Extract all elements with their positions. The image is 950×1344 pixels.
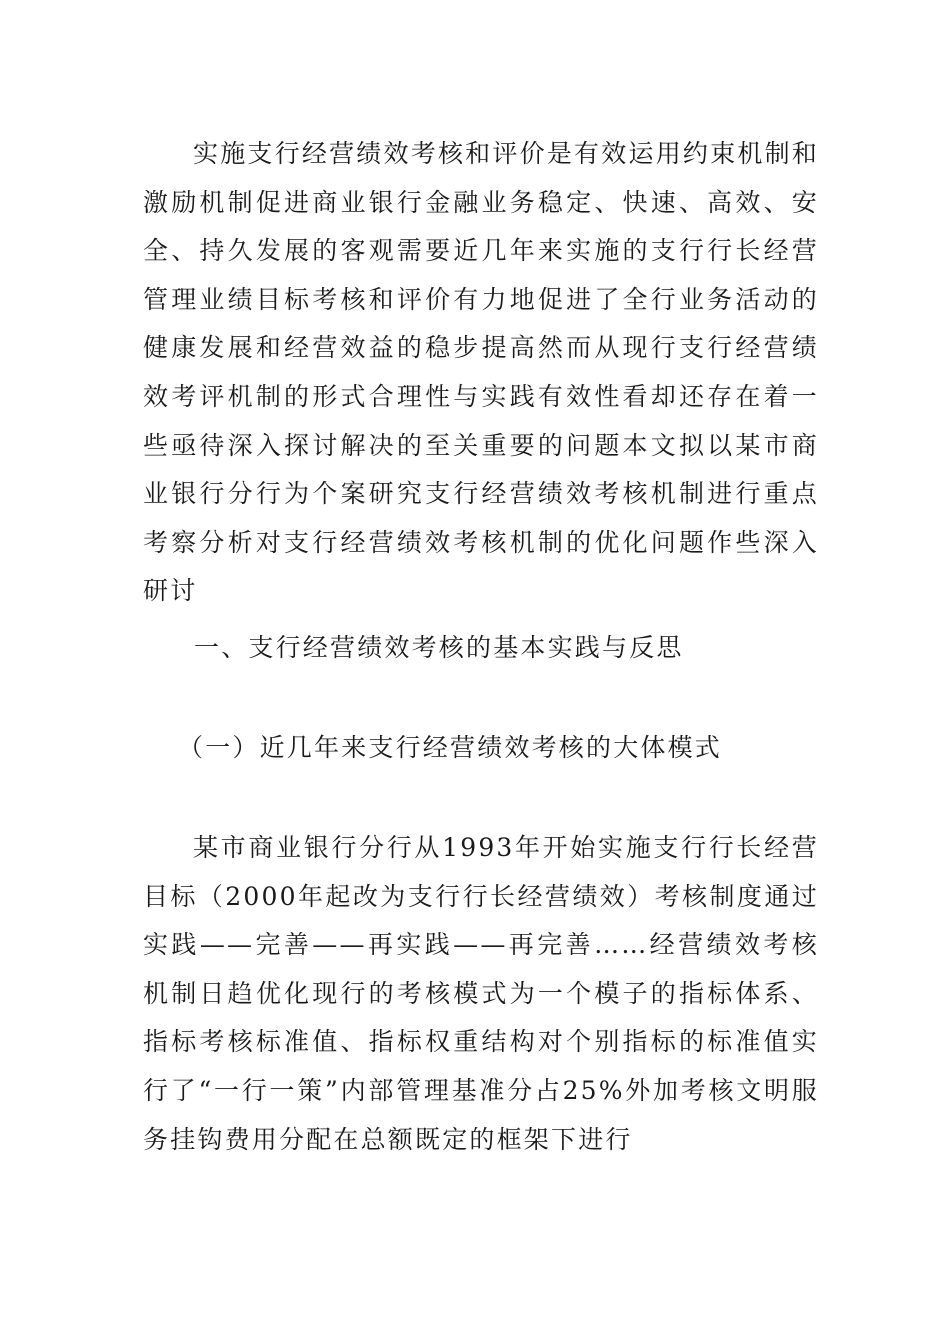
intro-paragraph: 实施支行经营绩效考核和评价是有效运用约束机制和激励机制促进商业银行金融业务稳定、快速、高效、安全、持久发展的客观需要近几年来实施的支行行长经营管理业绩目标考核和评价有力地促进了全行业务活动的健康发展和经营效益的稳步提高然而从现行支行经营绩效考评机制的形式合理性与实践有效性看却还存在着一些亟待深入探讨解决的至关重要的问题本文拟以某市商业银行分行为个案研究支行经营绩效考核机制进行重点考察分析对支行经营绩效考核机制的优化问题作些深入研讨	[143, 139, 819, 606]
body-paragraph: 某市商业银行分行从1993年开始实施支行行长经营目标（2000年起改为支行行长经营绩效）考核制度通过实践——完善——再实践——再完善……经营绩效考核机制日趋优化现行的考核模式为一个模子的指标体系、指标考核标准值、指标权重结构对个别指标的标准值实行了“一行一策”内部管理基准分占25%外加考核文明服务挂钩费用分配在总额既定的框架下进行	[143, 833, 819, 1154]
section-heading: 一、支行经营绩效考核的基本实践与反思	[194, 633, 684, 662]
subsection-heading: （一）近几年来支行经营绩效考核的大体模式	[178, 733, 723, 762]
